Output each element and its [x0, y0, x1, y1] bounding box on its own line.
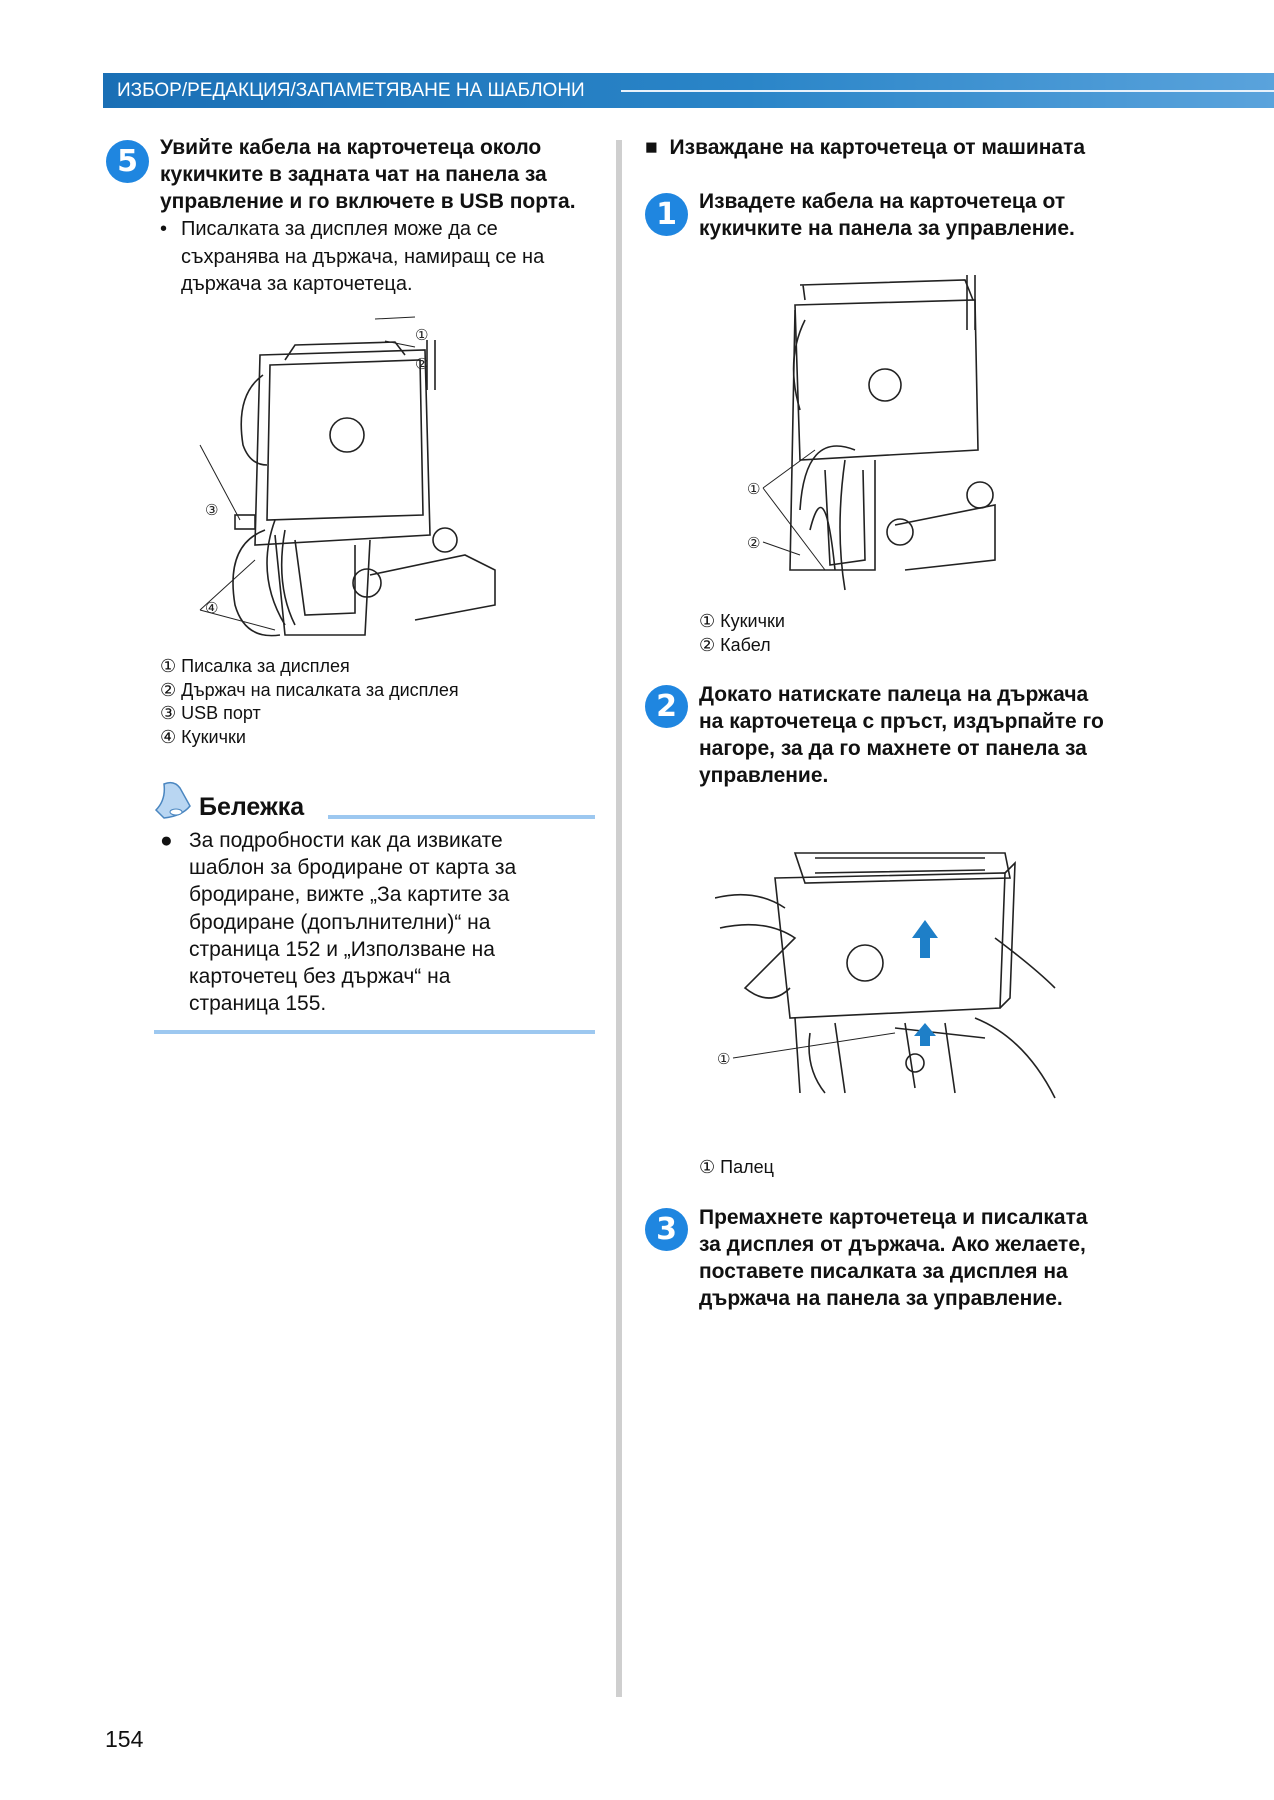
figure-lift-holder [715, 848, 1060, 1103]
note-body [160, 827, 516, 1017]
legend-item: ① Палец [699, 1157, 774, 1178]
step-3-badge: 3 [645, 1208, 688, 1251]
bullet-line: Писалката за дисплея може да се [181, 218, 498, 240]
legend-item: ② Кабел [699, 634, 771, 656]
note-line-text: бродиране (допълнителни)“ на [189, 910, 491, 934]
bullet-mark: • [160, 218, 168, 240]
title-line: на карточетеца с пръст, издърпайте го [699, 710, 1104, 733]
chapter-title: ИЗБОР/РЕДАКЦИЯ/ЗАПАМЕТЯВАНЕ НА ШАБЛОНИ [117, 80, 585, 101]
note-line-text: шаблон за бродиране от карта за [189, 856, 517, 880]
title-line: Докато натискате палеца на държача [699, 683, 1089, 706]
legend-item: ③ USB порт [160, 703, 261, 724]
legend-item: ① Писалка за дисплея [160, 656, 350, 677]
note-line-text: За подробности как да извикате [189, 829, 503, 852]
note-line-text: бродиране, вижте „За картите за [189, 883, 510, 907]
title-line: Увийте кабела на карточетеца около [160, 136, 542, 159]
section-mark: ■ [645, 136, 658, 159]
title-line: Извадете кабела на карточетеца от [699, 190, 1066, 213]
callout-2: ② [747, 534, 761, 552]
title-line: кукичките на панела за управление. [699, 217, 1075, 240]
column-divider [616, 140, 622, 1697]
title-line: държача на панела за управление. [699, 1287, 1063, 1310]
figure-remove-cable [745, 270, 1015, 600]
legend-item: ① Кукички [699, 611, 785, 632]
page-number: 154 [105, 1726, 144, 1752]
bullet-line: съхранява на държача, намиращ се на [181, 245, 545, 268]
legend-item: ② Държач на писалката за дисплея [160, 679, 459, 701]
step-5-title [160, 134, 576, 215]
callout-3: ③ [205, 501, 219, 519]
note-top-rule [328, 815, 595, 819]
callout-1: ① [747, 480, 761, 498]
note-line-text: страница 152 и „Използване на [189, 937, 495, 961]
legend-item: ④ Кукички [160, 726, 246, 748]
title-line: управление и го включете в USB порта. [160, 190, 576, 213]
title-line: Премахнете карточетеца и писалката [699, 1206, 1088, 1229]
figure-3-legend [699, 1156, 774, 1180]
title-line: управление. [699, 764, 829, 787]
section-heading [645, 134, 1085, 161]
callout-1: ① [717, 1050, 731, 1068]
step-2-title [699, 681, 1104, 789]
title-line: кукичките в задната чат на панела за [160, 163, 547, 186]
chapter-header [103, 73, 1274, 108]
step-2-badge: 2 [645, 685, 688, 728]
note-line-text: страница 155. [189, 992, 327, 1016]
step-5-bullet [160, 216, 544, 299]
callout-1: ① [415, 326, 429, 344]
callout-4: ④ [205, 599, 219, 617]
step-3-title [699, 1204, 1088, 1312]
note-title: Бележка [199, 793, 305, 821]
figure-card-reader-cable [195, 315, 515, 650]
bullet-line: държача за карточетеца. [181, 273, 413, 295]
note-bottom-rule [154, 1030, 595, 1034]
note-line-text: карточетец без държач“ на [189, 965, 451, 989]
figure-1-legend [160, 655, 459, 749]
figure-2-legend [699, 610, 785, 657]
title-line: поставете писалката за дисплея на [699, 1260, 1068, 1283]
bell-icon [152, 780, 194, 822]
step-1-badge: 1 [645, 193, 688, 236]
step-5-badge: 5 [106, 140, 149, 183]
title-line: нагоре, за да го махнете от панела за [699, 737, 1087, 760]
note-bullet: ● [160, 829, 173, 852]
callout-2: ② [415, 355, 429, 373]
header-rule [621, 90, 1274, 92]
title-line: за дисплея от държача. Ако желаете, [699, 1233, 1086, 1256]
step-1-title [699, 188, 1075, 242]
section-title: Изваждане на карточетеца от машината [669, 136, 1086, 159]
